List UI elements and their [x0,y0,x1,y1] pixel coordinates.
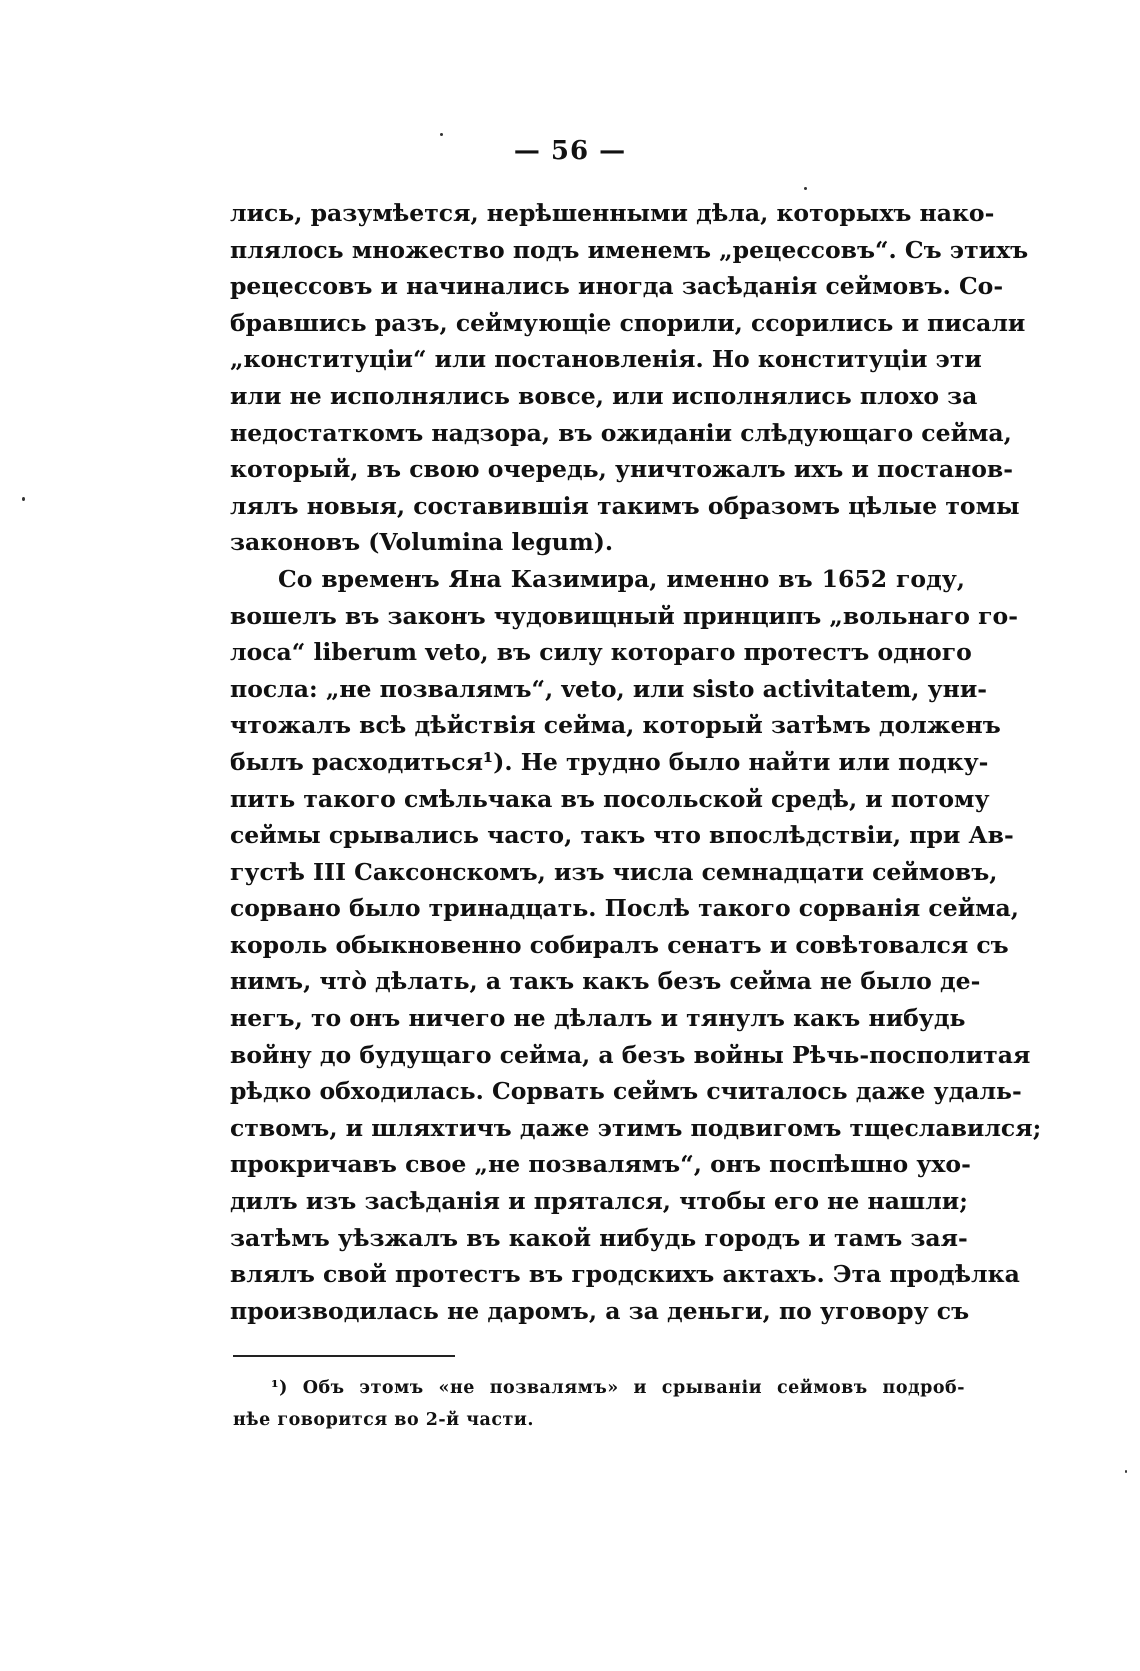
text-line: затѣмъ уѣзжалъ въ какой нибудь городъ и тамъ зая- [230,1223,968,1252]
text-line: лялъ новыя, составившія такимъ образомъ цѣлые томы [230,491,1020,520]
text-line: лоса“ liberum veto, въ силу котораго протестъ одного [230,638,972,667]
text-line: производилась не даромъ, а за деньги, по уговору съ [230,1296,970,1325]
text-line: лись, разумѣется, нерѣшенными дѣла, которыхъ нако- [230,199,995,227]
text-line: нимъ, что̀ дѣлать, а такъ какъ безъ сейма не было де- [230,967,981,996]
text-line: сорвано было тринадцать. Послѣ такого сорванія сейма, [230,894,1019,923]
text-line: или не исполнялись вовсе, или исполнялись плохо за [230,381,978,410]
text-line: вошелъ въ законъ чудовищный принципъ „вольнаго го- [230,601,1018,630]
text-line: войну до будущаго сейма, а безъ войны Рѣчь-посполитая [230,1040,1031,1069]
footnote-divider [233,1355,455,1357]
text-line: недостаткомъ надзора, въ ожиданіи слѣдующаго сейма, [230,418,1012,447]
footnote-line: нѣе говорится во 2-й части. [233,1410,534,1430]
footnote [233,1372,965,1436]
text-line: пить такого смѣльчака въ посольской средѣ, и потому [230,784,990,813]
text-line: законовъ (Volumina legum). [230,528,614,557]
text-line: густѣ III Саксонскомъ, изъ числа семнадцати сеймовъ, [230,857,998,886]
body-text [230,195,1042,1329]
scan-speck [440,133,443,136]
scan-speck [1125,1470,1127,1473]
text-line: Со временъ Яна Казимира, именно въ 1652 году, [278,564,965,593]
scan-speck [804,187,807,190]
text-line: влялъ свой протестъ въ гродскихъ актахъ. Эта продѣлка [230,1260,1020,1289]
text-line: который, въ свою очередь, уничтожалъ ихъ и постанов- [230,455,1014,484]
text-line: ствомъ, и шляхтичъ даже этимъ подвигомъ тщеславился; [230,1113,1042,1142]
text-line: сеймы срывались часто, такъ что впослѣдствіи, при Ав- [230,821,1014,850]
text-line: „конституціи“ или постановленія. Но конституціи эти [230,345,982,374]
footnote-line: ¹) Объ этомъ «не позвалямъ» и срываніи сеймовъ подроб- [271,1378,965,1398]
text-line: посла: „не позвалямъ“, veto, или sisto activitatem, уни- [230,674,988,703]
text-line: рецессовъ и начинались иногда засѣданія сеймовъ. Со- [230,272,1004,301]
text-line: плялось множество подъ именемъ „рецессовъ“. Съ этихъ [230,235,1029,264]
text-line: рѣдко обходилась. Сорвать сеймъ считалось даже удаль- [230,1077,1022,1106]
text-line: прокричавъ свое „не позвалямъ“, онъ поспѣшно ухо- [230,1150,971,1179]
text-line: бравшись разъ, сеймующіе спорили, ссорились и писали [230,308,1026,337]
page-number: — 56 — [513,136,627,166]
text-line: негъ, то онъ ничего не дѣлалъ и тянулъ какъ нибудь [230,1004,966,1033]
text-line: чтожалъ всѣ дѣйствія сейма, который затѣмъ долженъ [230,711,1001,740]
text-line: дилъ изъ засѣданія и прятался, чтобы его не нашли; [230,1187,968,1216]
text-line: былъ расходиться¹). Не трудно было найти или подку- [230,747,989,776]
scan-speck [22,497,25,501]
text-line: король обыкновенно собиралъ сенатъ и совѣтовался съ [230,930,1009,959]
